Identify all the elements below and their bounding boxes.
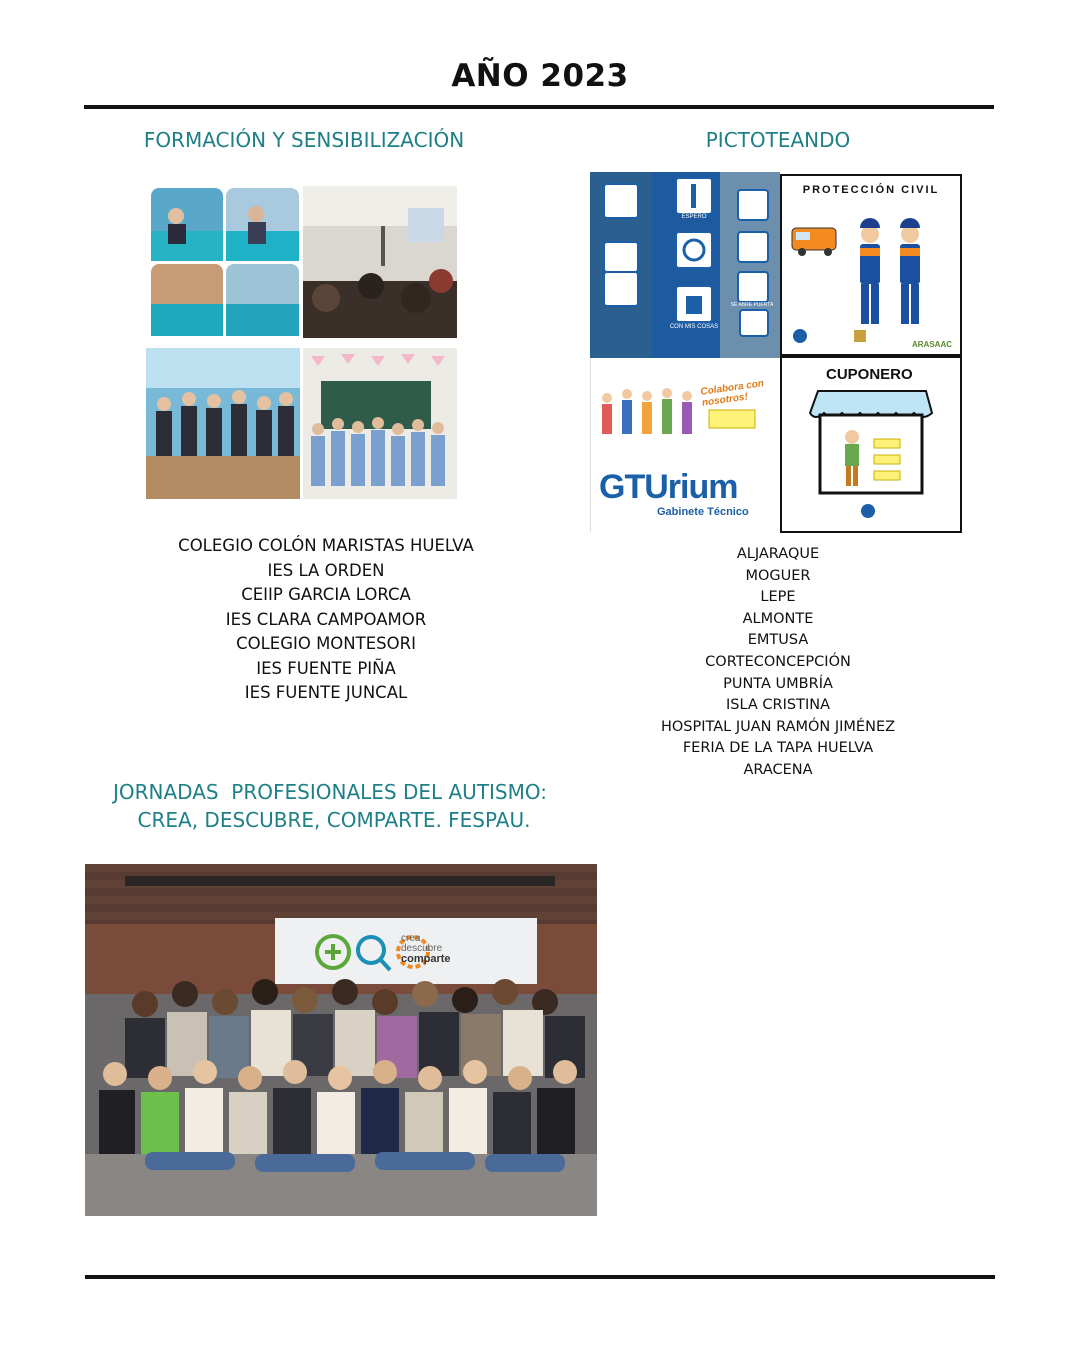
- location-item: PUNTA UMBRÍA: [723, 675, 833, 692]
- location-item: FERIA DE LA TAPA HUELVA: [682, 740, 874, 757]
- jornadas-heading: [84, 778, 576, 834]
- location-item: HOSPITAL JUAN RAMÓN JIMÉNEZ: [660, 718, 896, 735]
- proteccion-civil-title: PROTECCIÓN CIVIL: [802, 184, 940, 196]
- school-item: COLEGIO MONTESORI: [236, 634, 416, 653]
- schools-list: [100, 534, 552, 706]
- top-divider: [84, 105, 994, 109]
- location-item: ALMONTE: [742, 610, 814, 627]
- page-title: AÑO 2023: [451, 58, 629, 94]
- arasaac-logo: ARASAAC: [912, 340, 952, 349]
- location-item: ARACENA: [743, 761, 813, 778]
- gturium-card: [590, 358, 781, 532]
- cuponero-card: [780, 356, 962, 533]
- gturium-logo: GTUrium: [599, 468, 738, 506]
- gturium-subtitle: Gabinete Técnico: [657, 506, 749, 518]
- cuponero-title: CUPONERO: [826, 366, 913, 383]
- jornadas-group-photo: [85, 864, 597, 1216]
- formacion-collage: [146, 186, 457, 499]
- formacion-heading: FORMACIÓN Y SENSIBILIZACIÓN: [143, 128, 465, 152]
- picto-caption: ESPERO: [681, 214, 707, 220]
- picto-caption: SE ABRE PUERTA: [730, 302, 774, 308]
- picto-signs-photo: [590, 172, 780, 358]
- school-item: IES FUENTE JUNCAL: [244, 683, 408, 702]
- location-item: ISLA CRISTINA: [726, 697, 830, 714]
- colabora-text: Colabora con nosotros!: [699, 378, 765, 409]
- proteccion-civil-card: [780, 174, 962, 356]
- location-item: ALJARAQUE: [736, 546, 820, 562]
- school-item: CEIIP GARCIA LORCA: [241, 585, 411, 604]
- school-item: IES CLARA CAMPOAMOR: [225, 609, 427, 629]
- banner-descubre: descubre: [401, 943, 443, 954]
- jornadas-heading-line2: CREA, DESCUBRE, COMPARTE. FESPAU.: [137, 808, 531, 832]
- jornadas-heading-line1: JORNADAS PROFESIONALES DEL AUTISMO:: [112, 780, 548, 804]
- location-item: CORTECONCEPCIÓN: [705, 653, 851, 670]
- school-item: IES LA ORDEN: [267, 560, 385, 580]
- picto-caption: CON MIS COSAS: [669, 324, 719, 330]
- school-item: IES FUENTE PIÑA: [256, 658, 396, 678]
- school-item: COLEGIO COLÓN MARISTAS HUELVA: [178, 536, 474, 555]
- banner-crea: crea: [401, 933, 421, 944]
- location-item: LEPE: [760, 589, 796, 606]
- location-item: EMTUSA: [747, 632, 809, 649]
- bottom-divider: [85, 1275, 995, 1279]
- pictoteando-heading: PICTOTEANDO: [705, 128, 851, 152]
- locations-list: [610, 544, 946, 782]
- location-item: MOGUER: [745, 567, 811, 584]
- banner-comparte: comparte: [401, 953, 451, 965]
